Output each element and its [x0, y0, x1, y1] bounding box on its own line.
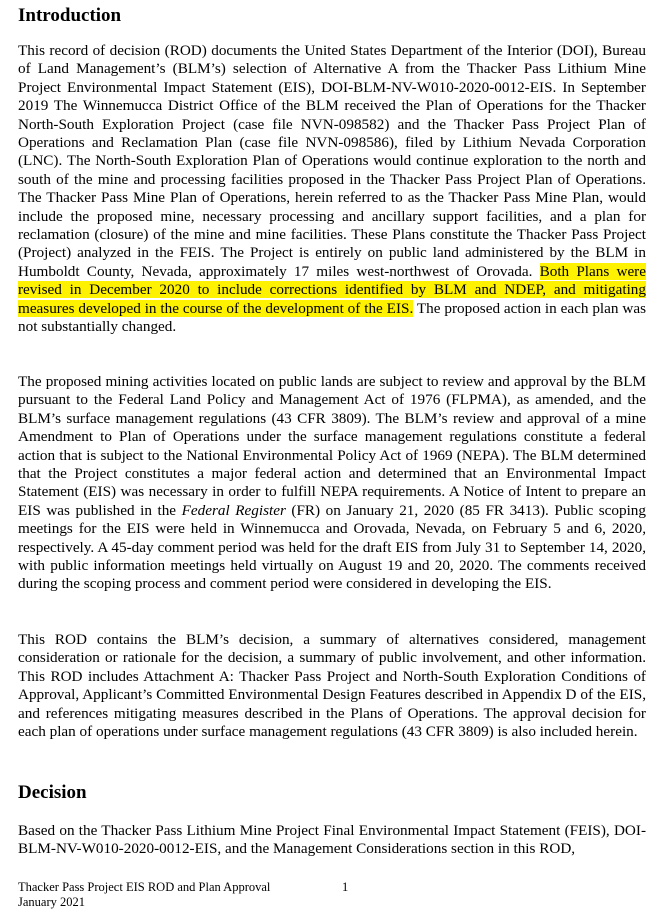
footer-title: Thacker Pass Project EIS ROD and Plan Approval: [18, 880, 271, 894]
introduction-paragraph-1: [18, 42, 646, 337]
paragraph-text: This record of decision (ROD) documents the United States Department of the Interior (DOI), Bureau of Land Management’s (BLM’s) selection of Alternative A from the Thacker Pass Lithium Mine Project Environmental Impact Statement (EIS), DOI-BLM-NV-W010-2020-0012-EIS. In September 2019 The Winnemucca District Office of the BLM received the Plan of Operations for the Thacker North-South Exploration Project (case file NVN-098582) and the Thacker Pass Project Plan of Operations and Reclamation Plan (case file NVN-098586), filed by Lithium Nevada Corporation (LNC). The North-South Exploration Plan of Operations would continue exploration to the north and south of the mine and processing facilities proposed in the Thacker Pass Project Plan of Operations. The Thacker Pass Mine Plan of Operations, herein referred to as the Thacker Pass Mine Plan, would include the proposed mine, necessary processing and ancillary support facilities, and a plan for reclamation (closure) of the mine and mine facilities. These Plans constitute the Thacker Pass Project (Project) analyzed in the FEIS. The Project is entirely on public land administered by the BLM in Humboldt County, Nevada, approximately 17 miles west-northwest of Orovada.: [18, 42, 646, 280]
paragraph-text: The proposed mining activities located on public lands are subject to review and approval by the BLM pursuant to the Federal Land Policy and Management Act of 1976 (FLPMA), as amended, and the BLM’s surface management regulations (43 CFR 3809). The BLM’s review and approval of a mine Amendment to Plan of Operations under the surface management regulations constitute a federal action that is subject to the National Environmental Policy Act of 1969 (NEPA). The BLM determined that the Project constitutes a major federal action and determined that an Environmental Impact Statement (EIS) was necessary in order to fulfill NEPA requirements. A Notice of Intent to prepare an EIS was published in the: [18, 373, 646, 519]
page-number: 1: [342, 880, 349, 894]
introduction-paragraph-2: [18, 373, 646, 594]
paragraph-text: The proposed action in each plan was not substantially changed.: [18, 299, 646, 336]
introduction-paragraph-3: This ROD contains the BLM’s decision, a summary of alternatives considered, management consideration or rationale for the decision, a summary of public involvement, and other information. This ROD includes Attachment A: Thacker Pass Project and North-South Exploration Conditions of Approval, Applicant’s Committed Environmental Design Features described in Appendix D of the EIS, and references mitigating measures described in the Plans of Operations. The approval decision for each plan of operations under surface management regulations (43 CFR 3809) is also included herein.: [18, 631, 646, 741]
introduction-heading: Introduction: [18, 5, 122, 26]
italic-title: Federal Register: [181, 501, 286, 519]
paragraph-text: (FR) on January 21, 2020 (85 FR 3413). Public scoping meetings for the EIS were held in Winnemucca and Orovada, Nevada, on February 5 and 6, 2020, respectively. A 45-day comment period was held for the draft EIS from July 31 to September 14, 2020, with public information meetings held virtually on August 19 and 20, 2020. The comments received during the scoping process and comment period were considered in developing the EIS.: [18, 501, 646, 593]
highlighted-text: Both Plans were revised in December 2020 to include corrections identified by BLM and NDEP, and mitigating measures developed in the course of the development of the EIS.: [18, 262, 646, 317]
footer-date: January 2021: [18, 895, 85, 909]
decision-paragraph-1: Based on the Thacker Pass Lithium Mine Project Final Environmental Impact Statement (FEIS), DOI-BLM-NV-W010-2020-0012-EIS, and the Management Considerations section in this ROD,: [18, 822, 646, 858]
decision-heading: Decision: [18, 782, 87, 803]
page-footer: [18, 880, 349, 910]
